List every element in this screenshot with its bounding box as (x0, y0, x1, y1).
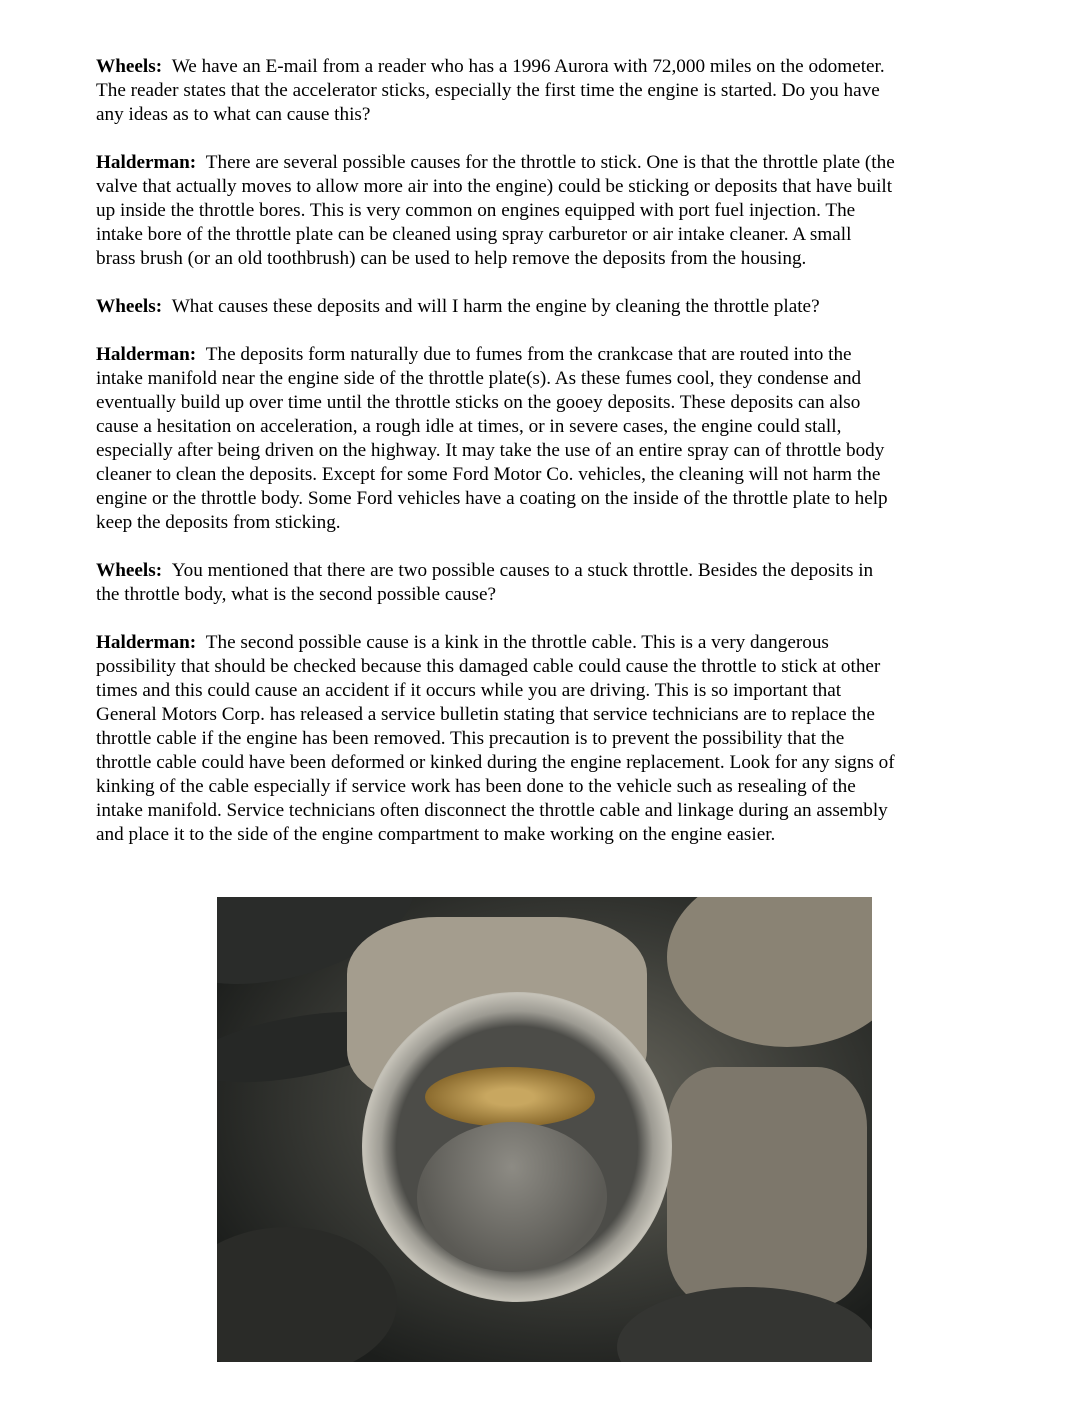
speaker-label: Wheels: (96, 296, 163, 317)
line-text: any ideas as to what can cause this? (96, 104, 371, 125)
speaker-label: Wheels: (96, 56, 163, 77)
paragraph-line (96, 751, 1016, 775)
line-text: especially after being driven on the highway. It may take the use of an entire spray can of throttle body (96, 440, 885, 461)
paragraph-line (96, 175, 1016, 199)
paragraph-line (96, 655, 1016, 679)
interview-paragraph (96, 55, 1016, 127)
line-text: throttle cable if the engine has been removed. This precaution is to prevent the possibility that the (96, 728, 845, 749)
paragraph-line (96, 199, 1016, 223)
line-text: eventually build up over time until the throttle sticks on the gooey deposits. These deposits can also (96, 392, 861, 413)
line-text: possibility that should be checked because this damaged cable could cause the throttle to stick at other (96, 656, 881, 677)
paragraph-line (96, 679, 1016, 703)
line-text: the throttle body, what is the second possible cause? (96, 584, 496, 605)
line-text: up inside the throttle bores. This is very common on engines equipped with port fuel injection. The (96, 200, 856, 221)
line-text: What causes these deposits and will I harm the engine by cleaning the throttle plate? (171, 296, 820, 317)
line-text: kinking of the cable especially if service work has been done to the vehicle such as resealing of the (96, 776, 856, 797)
interview-paragraph (96, 631, 1016, 847)
interview-paragraph (96, 559, 1016, 607)
line-text: intake manifold. Service technicians often disconnect the throttle cable and linkage during an assembly (96, 800, 888, 821)
line-text: engine or the throttle body. Some Ford vehicles have a coating on the inside of the throttle plate to help (96, 488, 888, 509)
paragraph-line (96, 223, 1016, 247)
line-text: cleaner to clean the deposits. Except for some Ford Motor Co. vehicles, the cleaning will not harm the (96, 464, 881, 485)
speaker-label: Halderman: (96, 344, 197, 365)
throttle-body-photo (217, 897, 872, 1362)
line-text: intake bore of the throttle plate can be cleaned using spray carburetor or air intake cleaner. A small (96, 224, 852, 245)
line-text: keep the deposits from sticking. (96, 512, 341, 533)
paragraph-line (96, 439, 1016, 463)
paragraph-line (96, 103, 1016, 127)
paragraph-line (96, 511, 1016, 535)
paragraph-line (96, 343, 1016, 367)
paragraph-line (96, 151, 1016, 175)
line-text: The second possible cause is a kink in the throttle cable. This is a very dangerous (205, 632, 829, 653)
paragraph-line (96, 727, 1016, 751)
paragraph-line (96, 367, 1016, 391)
line-text: General Motors Corp. has released a service bulletin stating that service technicians are to replace the (96, 704, 875, 725)
article-body (96, 55, 1016, 871)
line-text: The reader states that the accelerator sticks, especially the first time the engine is started. Do you have (96, 80, 880, 101)
line-text: valve that actually moves to allow more air into the engine) could be sticking or deposits that have built (96, 176, 893, 197)
paragraph-line (96, 631, 1016, 655)
line-text: The deposits form naturally due to fumes from the crankcase that are routed into the (205, 344, 852, 365)
line-text: You mentioned that there are two possible causes to a stuck throttle. Besides the deposits in (171, 560, 874, 581)
paragraph-line (96, 799, 1016, 823)
paragraph-line (96, 391, 1016, 415)
paragraph-line (96, 55, 1016, 79)
paragraph-line (96, 79, 1016, 103)
interview-paragraph (96, 343, 1016, 535)
paragraph-line (96, 415, 1016, 439)
line-text: throttle cable could have been deformed or kinked during the engine replacement. Look for any signs of (96, 752, 895, 773)
paragraph-line (96, 703, 1016, 727)
paragraph-line (96, 823, 1016, 847)
speaker-label: Halderman: (96, 632, 197, 653)
paragraph-line (96, 583, 1016, 607)
paragraph-line (96, 775, 1016, 799)
line-text: intake manifold near the engine side of the throttle plate(s). As these fumes cool, they condense and (96, 368, 862, 389)
paragraph-line (96, 247, 1016, 271)
speaker-label: Halderman: (96, 152, 197, 173)
paragraph-line (96, 487, 1016, 511)
line-text: times and this could cause an accident if it occurs while you are driving. This is so important that (96, 680, 842, 701)
line-text: cause a hesitation on acceleration, a rough idle at times, or in severe cases, the engine could stall, (96, 416, 842, 437)
paragraph-line (96, 295, 1016, 319)
interview-paragraph (96, 151, 1016, 271)
line-text: We have an E-mail from a reader who has a 1996 Aurora with 72,000 miles on the odometer. (171, 56, 885, 77)
interview-paragraph (96, 295, 1016, 319)
paragraph-line (96, 463, 1016, 487)
line-text: and place it to the side of the engine compartment to make working on the engine easier. (96, 824, 776, 845)
speaker-label: Wheels: (96, 560, 163, 581)
line-text: brass brush (or an old toothbrush) can be used to help remove the deposits from the housing. (96, 248, 807, 269)
paragraph-line (96, 559, 1016, 583)
line-text: There are several possible causes for the throttle to stick. One is that the throttle plate (the (205, 152, 895, 173)
